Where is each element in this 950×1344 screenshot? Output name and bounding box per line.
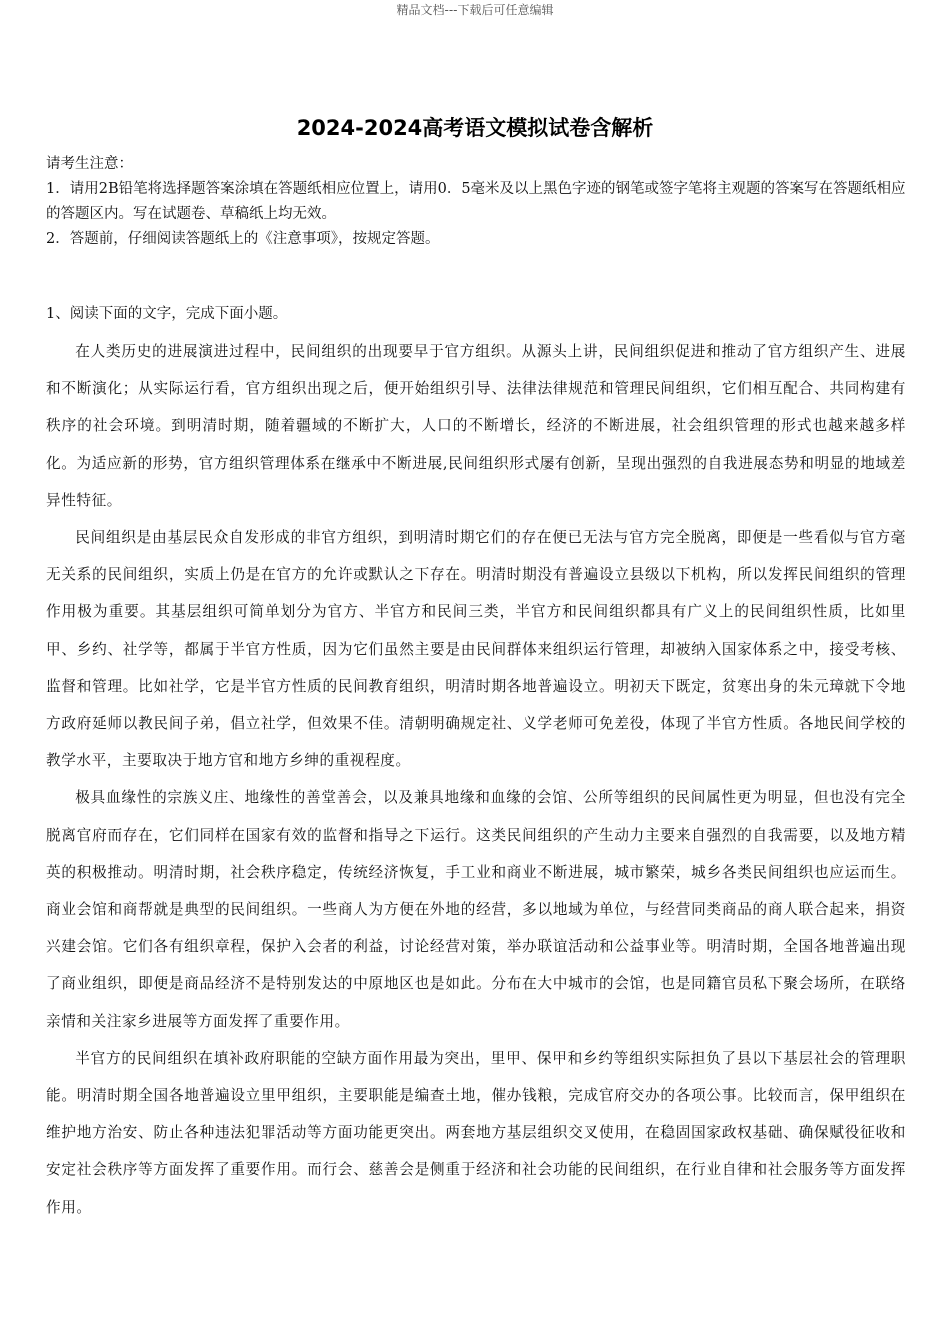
notice-heading: 请考生注意： (46, 156, 133, 172)
document-title: 2024-2024高考语文模拟试卷含解析 (296, 116, 654, 140)
exam-notice (46, 152, 906, 252)
reading-passage (46, 333, 906, 1226)
passage-paragraph: 极具血缘性的宗族义庄、地缘性的善堂善会，以及兼具地缘和血缘的会馆、公所等组织的民间属性更为明显，但也没有完全脱离官府而存在，它们同样在国家有效的监督和指导之下运行。这类民间组织的产生动力主要来自强烈的自我需要，以及地方精英的积极推动。明清时期，社会秩序稳定，传统经济恢复，手工业和商业不断进展，城市繁荣，城乡各类民间组织也应运而生。商业会馆和商帮就是典型的民间组织。一些商人为方便在外地的经营，多以地域为单位，与经营同类商品的商人联合起来，捐资兴建会馆。它们各有组织章程，保护入会者的利益，讨论经营对策，举办联谊活动和公益事业等。明清时期，全国各地普遍出现了商业组织，即便是商品经济不是特别发达的中原地区也是如此。分布在大中城市的会馆，也是同籍官员私下聚会场所，在联络亲情和关注家乡进展等方面发挥了重要作用。 (46, 789, 906, 1030)
notice-item: 1．请用2B铅笔将选择题答案涂填在答题纸相应位置上，请用0．5毫米及以上黑色字迹的钢笔或签字笔将主观题的答案写在答题纸相应的答题区内。写在试题卷、草稿纸上均无效。 (46, 181, 906, 222)
question-prompt: 1、阅读下面的文字，完成下面小题。 (46, 306, 288, 322)
passage-paragraph: 民间组织是由基层民众自发形成的非官方组织，到明清时期它们的存在便已无法与官方完全脱离，即便是一些看似与官方毫无关系的民间组织，实质上仍是在官方的允许或默认之下存在。明清时期没有普遍设立县级以下机构，所以发挥民间组织的管理作用极为重要。其基层组织可简单划分为官方、半官方和民间三类，半官方和民间组织都具有广义上的民间组织性质，比如里甲、乡约、社学等，都属于半官方性质，因为它们虽然主要是由民间群体来组织运行管理，却被纳入国家体系之中，接受考核、监督和管理。比如社学，它是半官方性质的民间教育组织，明清时期各地普遍设立。明初天下既定，贫寒出身的朱元璋就下令地方政府延师以教民间子弟，倡立社学，但效果不佳。清朝明确规定社、义学老师可免差役，体现了半官方性质。各地民间学校的教学水平，主要取决于地方官和地方乡绅的重视程度。 (46, 529, 906, 770)
notice-item: 2．答题前，仔细阅读答题纸上的《注意事项》，按规定答题。 (46, 231, 440, 247)
passage-paragraph: 在人类历史的进展演进过程中，民间组织的出现要早于官方组织。从源头上讲，民间组织促进和推动了官方组织产生、进展和不断演化；从实际运行看，官方组织出现之后，便开始组织引导、法律法律规范和管理民间组织，它们相互配合、共同构建有秩序的社会环境。到明清时期，随着疆域的不断扩大，人口的不断增长，经济的不断进展，社会组织管理的形式也越来越多样化。为适应新的形势，官方组织管理体系在继承中不断进展,民间组织形式屡有创新，呈现出强烈的自我进展态势和明显的地域差异性特征。 (46, 343, 906, 509)
passage-paragraph: 半官方的民间组织在填补政府职能的空缺方面作用最为突出，里甲、保甲和乡约等组织实际担负了县以下基层社会的管理职能。明清时期全国各地普遍设立里甲组织，主要职能是编查土地，催办钱粮，完成官府交办的各项公事。比较而言，保甲组织在维护地方治安、防止各种违法犯罪活动等方面功能更突出。两套地方基层组织交叉使用，在稳固国家政权基础、确保赋役征收和安定社会秩序等方面发挥了重要作用。而行会、慈善会是侧重于经济和社会功能的民间组织，在行业自律和社会服务等方面发挥作用。 (46, 1049, 906, 1216)
page-header: 精品文档---下载后可任意编辑 (396, 3, 554, 17)
